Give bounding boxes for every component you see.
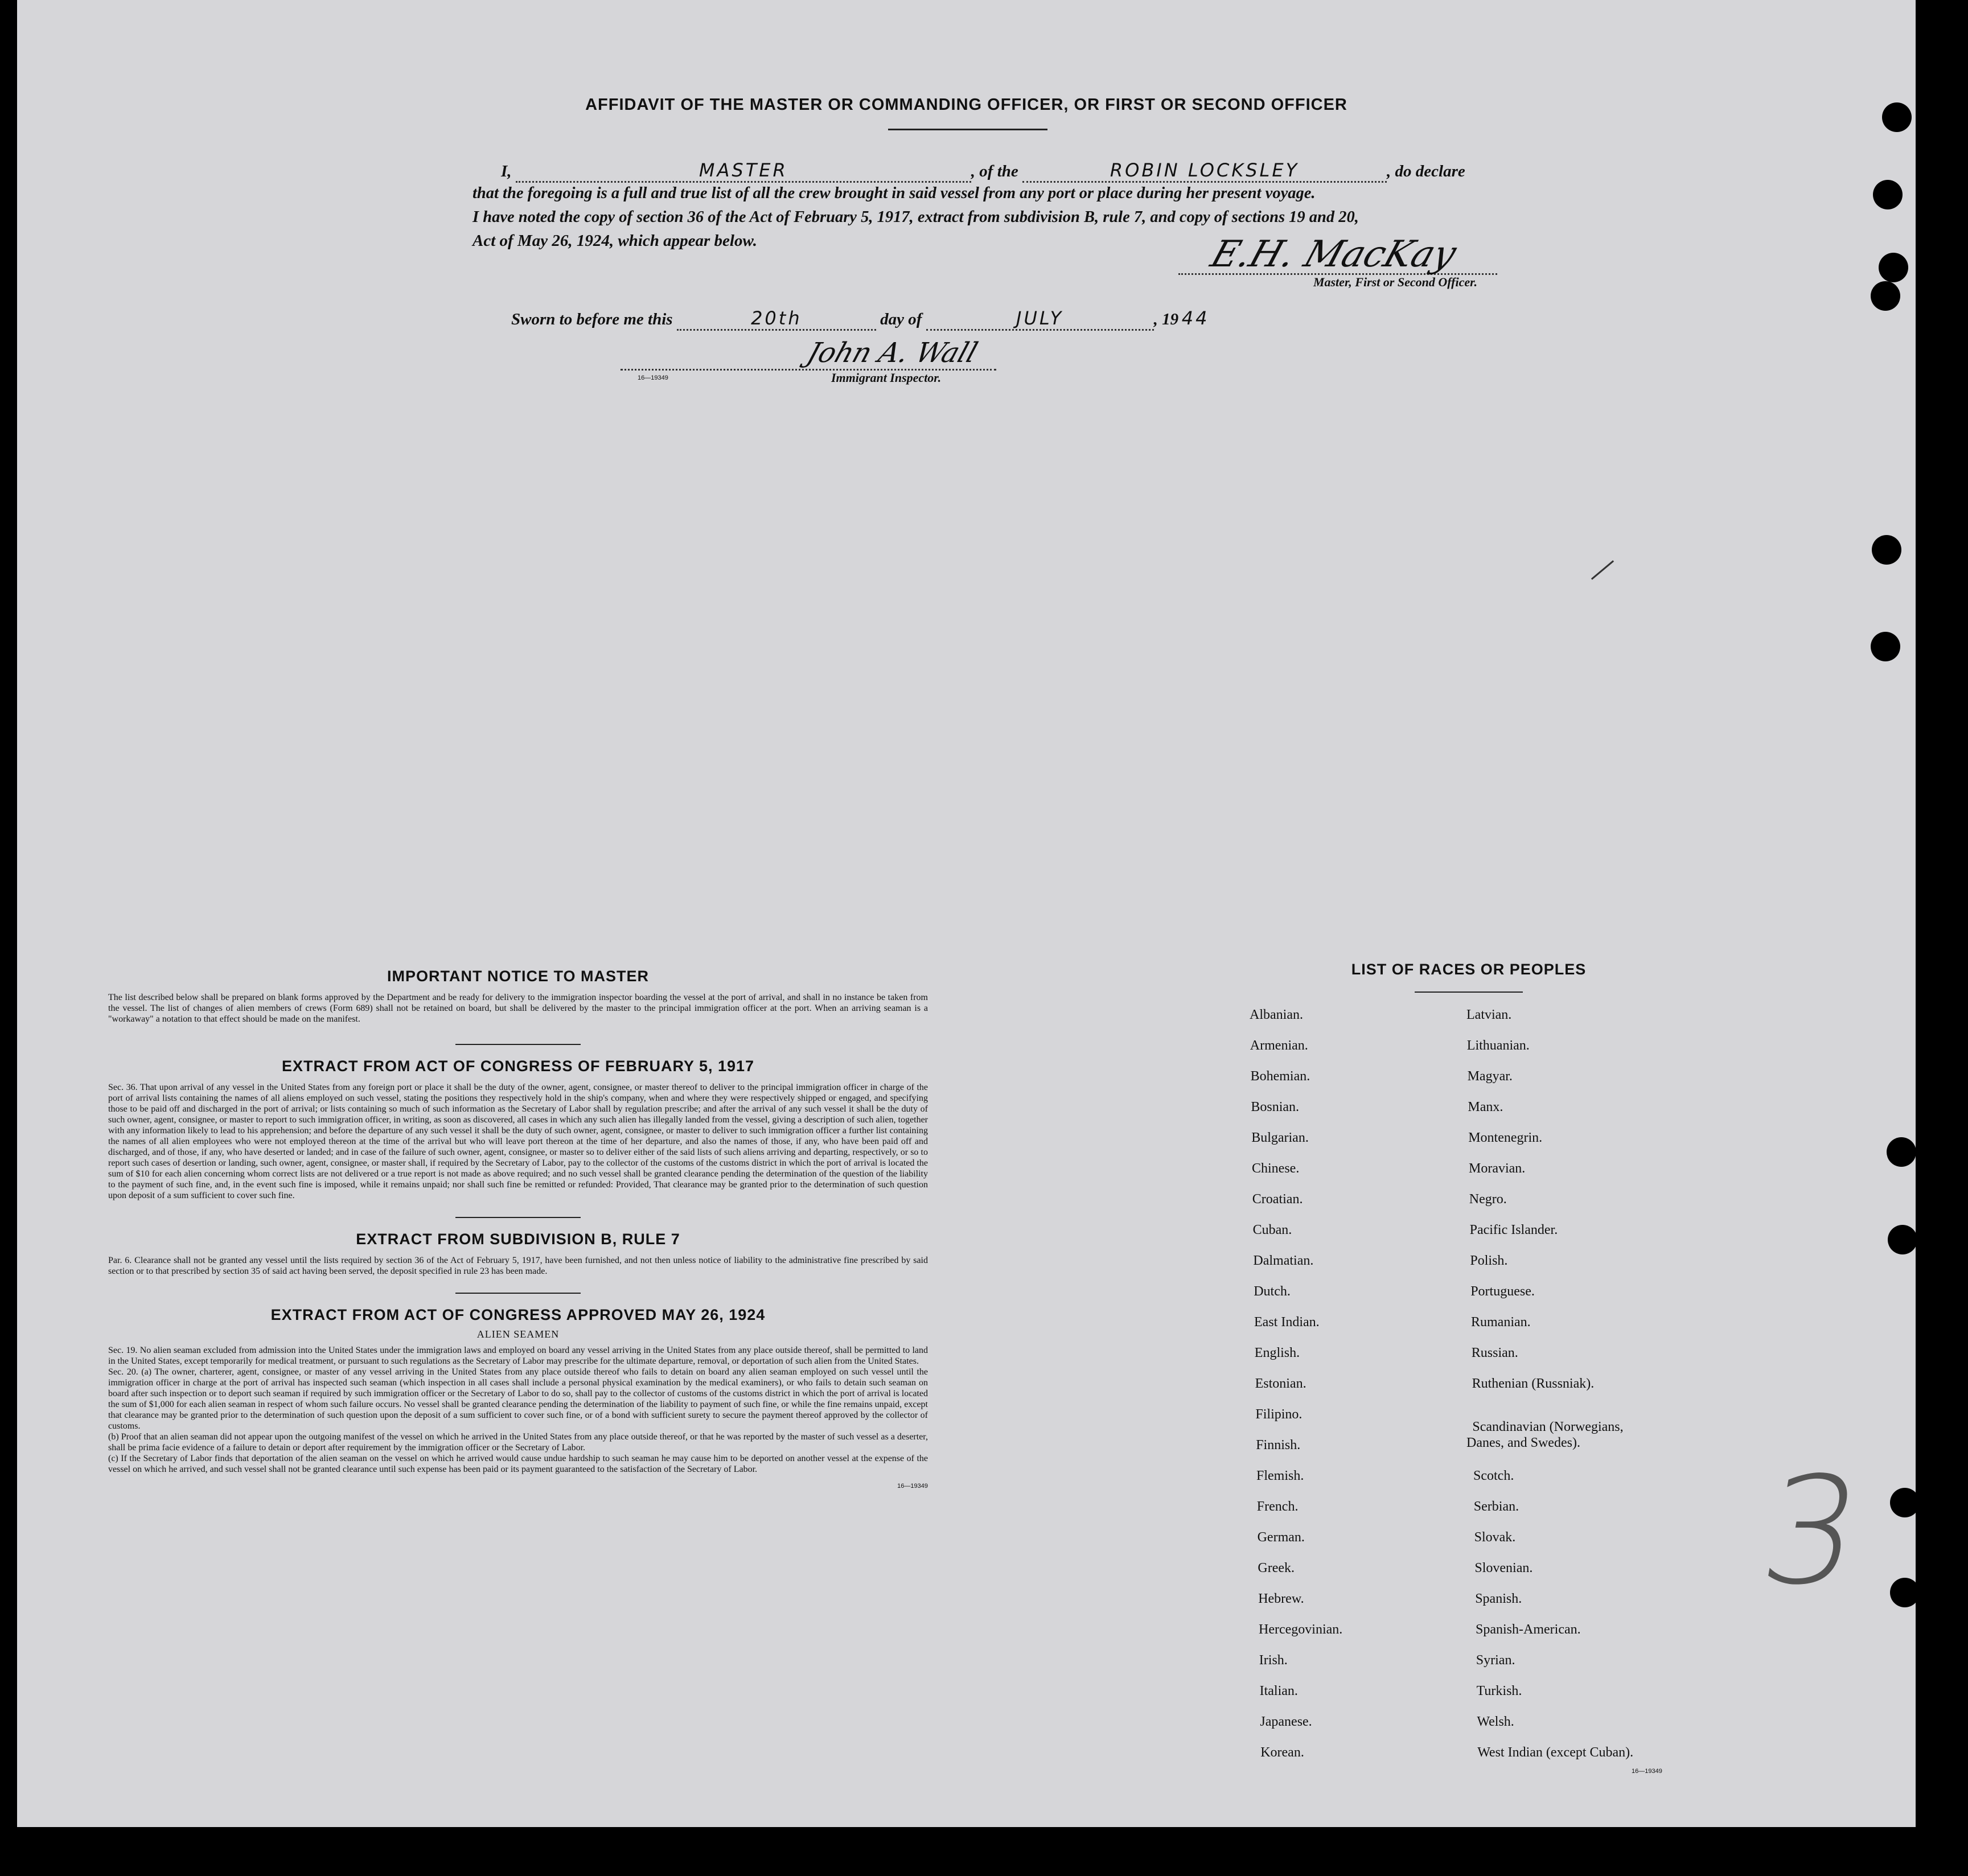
form-number-top: 16—19349 bbox=[638, 375, 668, 381]
sec20a-text: Sec. 20. (a) The owner, charterer, agent, consignee, or master of any vessel arriving in the United States from any place outside thereof who fails to detain on board any alien seaman employed on such vessel until the immigration officer in charge at the port of arrival has inspected such seaman (which inspection in all cases shall include a personal physical examination by the medical examiners), or who fails to detain such seaman on board after such inspection or to deport such seaman if required by such immigration officer or the Secretary of Labor to do so, shall pay to the collector of customs of the customs district in which the port of arrival is located the sum of $1,000 for each alien seaman in respect of whom such failure occurs. No vessel shall be granted clearance pending the determination of the liability to payment of such fine, or while the fine remains unpaid, except that clearance may be granted prior to the determination of such question upon the deposit of a sum sufficient to cover such fine, or of a bond with sufficient surety to secure the payment thereof approved by the collector of customs. bbox=[108, 1367, 928, 1431]
punch-hole bbox=[1887, 1137, 1916, 1167]
affidavit-title: AFFIDAVIT OF THE MASTER OR COMMANDING OFFICER, OR FIRST OR SECOND OFFICER bbox=[585, 96, 1347, 114]
race-item: Russian. bbox=[1471, 1346, 1518, 1360]
notice-title: IMPORTANT NOTICE TO MASTER bbox=[387, 968, 649, 985]
sec20c-text: (c) If the Secretary of Labor finds that deportation of the alien seaman on the vessel on which he arrived would cause undue hardship to such seaman he may cause him to be deported on another vessel at the expense of the vessel on which he arrived, and such vessel shall not be granted clearance until such expense has been paid or its payment guaranteed to the satisfaction of the Secretary of Labor. bbox=[108, 1454, 928, 1474]
race-item: Flemish. bbox=[1256, 1468, 1304, 1483]
race-item: Dalmatian. bbox=[1253, 1253, 1314, 1268]
race-item: Korean. bbox=[1260, 1745, 1304, 1760]
extract-1924-title: EXTRACT FROM ACT OF CONGRESS APPROVED MAY 26, 1924 bbox=[270, 1306, 766, 1323]
inspector-caption: Immigrant Inspector. bbox=[831, 371, 942, 385]
race-item: Albanian. bbox=[1250, 1007, 1303, 1022]
race-item: West Indian (except Cuban). bbox=[1477, 1745, 1634, 1760]
inspector-signature: John A. Wall bbox=[803, 337, 981, 369]
race-item: East Indian. bbox=[1254, 1315, 1320, 1330]
master-signature: E.H. MacKay bbox=[1205, 233, 1462, 275]
race-item: Turkish. bbox=[1476, 1684, 1522, 1698]
extract-rule7-text: Par. 6. Clearance shall not be granted any vessel until the lists required by section 36 of the Act of February 5, 1917, have been furnished, and not then unless notice of liability to the administrative fine prescribed by said section or to that prescribed by section 35 of said act having been served, the deposit specified in rule 23 has been made. bbox=[108, 1256, 928, 1276]
title-divider bbox=[888, 129, 1047, 130]
punch-hole bbox=[1890, 1578, 1920, 1607]
inspector-block bbox=[621, 337, 996, 385]
sworn-label: Sworn to before me this bbox=[511, 310, 673, 328]
races-divider bbox=[1415, 992, 1523, 993]
race-item: Manx. bbox=[1468, 1100, 1503, 1114]
race-item: Bohemian. bbox=[1250, 1069, 1310, 1084]
race-item: Japanese. bbox=[1260, 1714, 1312, 1729]
race-item: Cuban. bbox=[1252, 1223, 1292, 1237]
race-item: Pacific Islander. bbox=[1469, 1223, 1558, 1237]
extract-1917-title: EXTRACT FROM ACT OF CONGRESS OF FEBRUARY 5, 1917 bbox=[281, 1058, 755, 1075]
sworn-month-written: JULY bbox=[1016, 307, 1064, 329]
race-item: French. bbox=[1256, 1499, 1299, 1514]
race-item: Spanish. bbox=[1475, 1591, 1522, 1606]
year-prefix: , 19 bbox=[1153, 310, 1179, 328]
race-item: Danes, and Swedes). bbox=[1466, 1435, 1580, 1450]
race-item: Greek. bbox=[1258, 1561, 1295, 1575]
sworn-month-field bbox=[926, 307, 1154, 331]
race-item: Scandinavian (Norwegians, bbox=[1472, 1419, 1624, 1434]
sec19-text: Sec. 19. No alien seaman excluded from admission into the United States under the immigration laws and employed on board any vessel arriving in the United States from any place outside thereof, shall be permitted to land in the United States, except temporarily for medical treatment, or pursuant to such regulations as the Secretary of Labor may prescribe for the ultimate departure, removal, or deportation of such alien from the United States. bbox=[108, 1346, 928, 1366]
race-item: Estonian. bbox=[1255, 1376, 1306, 1391]
race-item: Hebrew. bbox=[1258, 1591, 1304, 1606]
punch-hole bbox=[1879, 253, 1908, 282]
race-item: Slovenian. bbox=[1474, 1561, 1533, 1575]
section-divider bbox=[455, 1293, 581, 1294]
section-divider bbox=[455, 1217, 581, 1218]
race-item: Hercegovinian. bbox=[1259, 1622, 1343, 1637]
race-item: Lithuanian. bbox=[1466, 1038, 1530, 1053]
notices-column bbox=[108, 968, 928, 1490]
pen-mark bbox=[1591, 560, 1614, 579]
vessel-written: ROBIN LOCKSLEY bbox=[1110, 159, 1300, 181]
affidavit-line-1 bbox=[501, 159, 1465, 183]
extract-1917-text: Sec. 36. That upon arrival of any vessel in the United States from any foreign port or place it shall be the duty of the owner, agent, consignee, or master thereof to deliver to the principal immigration officer in charge of the port of arrival lists containing the names of all aliens employed on such vessel, stating the positions they respectively hold in the ship's company, when and where they were respectively shipped or engaged, and specifying those to be paid off and discharged in the port of arrival; or lists containing so much of such information as the Secretary of Labor shall by regulation prescribe; and after the arrival of any such vessel it shall be the duty of such owner, agent, consignee, or master to report to such immigration officer, in writing, as soon as discovered, all cases in which any such alien has illegally landed from the vessel, giving a description of such alien, together with any information likely to lead to his apprehension; and before the departure of any such vessel it shall be the duty of such owner, agent, consignee, or master to deliver to such immigration officer a further list containing the names of all alien employees who were not employed thereon at the time of the arrival but who will leave port thereon at the time of her departure, and also the names of those, if any, who have been paid off and discharged, and of those, if any, who have deserted or landed; and in case of the failure of such owner, agent, consignee, or master so to deliver either of the said lists of such aliens arriving and departing, respectively, or so to report such cases of desertion or landing, such owner, agent, consignee, or master shall, if required by the Secretary of Labor, pay to the collector of the customs of the customs district in which the port of arrival is located the sum of $10 for each alien concerning whom correct lists are not delivered or a true report is not made as above required; and no such vessel shall be granted clearance pending the determination of the question of the liability to the payment of such fine, and, in the event such fine is imposed, while it remains unpaid; nor shall such fine be remitted or refunded: Provided, That clearance may be granted prior to the determination of such question upon deposit of a sum sufficient to cover such fine. bbox=[108, 1083, 928, 1200]
section-divider bbox=[455, 1044, 581, 1045]
form-number-bottom-left: 16—19349 bbox=[897, 1483, 928, 1490]
race-item: Polish. bbox=[1470, 1253, 1508, 1268]
sworn-line bbox=[511, 307, 1213, 331]
race-item: Portuguese. bbox=[1470, 1284, 1535, 1299]
i-label: I, bbox=[501, 162, 512, 180]
race-item: Syrian. bbox=[1476, 1653, 1515, 1668]
punch-hole bbox=[1890, 1488, 1920, 1517]
form-sheet bbox=[17, 0, 1916, 1827]
race-item: English. bbox=[1254, 1346, 1300, 1360]
punch-hole bbox=[1871, 632, 1900, 661]
race-item: Welsh. bbox=[1477, 1714, 1514, 1729]
race-item: Rumanian. bbox=[1471, 1315, 1531, 1330]
race-item: Chinese. bbox=[1252, 1161, 1300, 1176]
affidavit-line-4: Act of May 26, 1924, which appear below. bbox=[473, 232, 757, 250]
officer-written: MASTER bbox=[699, 159, 788, 181]
margin-mark: 3 bbox=[1749, 1446, 1875, 1618]
race-item: Bosnian. bbox=[1251, 1100, 1300, 1114]
year-written: 44 bbox=[1181, 307, 1210, 329]
sec20b-text: (b) Proof that an alien seaman did not appear upon the outgoing manifest of the vessel on which he arrived in the United States from any place outside thereof, or that he was reported by the master of such vessel as a deserter, shall be prima facie evidence of a failure to detain or deport after requirement by the immigration officer or the Secretary of Labor. bbox=[108, 1432, 928, 1453]
of-the-label: , of the bbox=[971, 162, 1018, 180]
race-item: Finnish. bbox=[1256, 1438, 1301, 1453]
race-item: Moravian. bbox=[1469, 1161, 1526, 1176]
punch-hole bbox=[1873, 180, 1903, 209]
vessel-field bbox=[1022, 159, 1387, 183]
race-item: Slovak. bbox=[1474, 1530, 1516, 1545]
race-item: Scotch. bbox=[1473, 1468, 1514, 1483]
officer-field bbox=[516, 159, 971, 183]
race-item: Latvian. bbox=[1466, 1007, 1512, 1022]
sworn-day-field bbox=[677, 307, 876, 331]
master-signature-block bbox=[1178, 233, 1497, 290]
race-item: Negro. bbox=[1469, 1192, 1507, 1207]
form-number-bottom-right: 16—19349 bbox=[1632, 1768, 1662, 1775]
affidavit-line-3: I have noted the copy of section 36 of the Act of February 5, 1917, extract from subdivision B, rule 7, and copy of sections 19 and 20, bbox=[473, 208, 1359, 226]
notice-text: The list described below shall be prepared on blank forms approved by the Department and be ready for delivery to the immigration inspector boarding the vessel at the port of arrival, and shall in no instance be taken from the vessel. The list of changes of alien members of crews (Form 689) shall not be retained on board, but shall be delivered by the master to the principal immigration officer at the port. When an arriving seaman is a "workaway" a notation to that effect should be made on the manifest. bbox=[108, 993, 928, 1024]
extract-rule7-title: EXTRACT FROM SUBDIVISION B, RULE 7 bbox=[356, 1231, 680, 1248]
race-item: Spanish-American. bbox=[1476, 1622, 1581, 1637]
sworn-day-written: 20th bbox=[751, 307, 802, 329]
punch-hole bbox=[1871, 281, 1900, 311]
punch-hole bbox=[1872, 535, 1901, 565]
race-item: Bulgarian. bbox=[1251, 1130, 1309, 1145]
race-item: Ruthenian (Russniak). bbox=[1472, 1376, 1595, 1391]
race-item: Serbian. bbox=[1473, 1499, 1519, 1514]
race-item: Magyar. bbox=[1467, 1069, 1513, 1084]
race-item: Italian. bbox=[1259, 1684, 1298, 1698]
race-item: Montenegrin. bbox=[1468, 1130, 1543, 1145]
races-title: LIST OF RACES OR PEOPLES bbox=[1351, 961, 1587, 978]
affidavit-line-2: that the foregoing is a full and true list of all the crew brought in said vessel from any port or place during her present voyage. bbox=[473, 184, 1316, 202]
do-declare-label: , do declare bbox=[1387, 162, 1465, 180]
punch-hole bbox=[1888, 1225, 1917, 1254]
extract-1924-subtitle: ALIEN SEAMEN bbox=[476, 1328, 560, 1340]
race-item: Irish. bbox=[1259, 1653, 1288, 1668]
race-item: Armenian. bbox=[1250, 1038, 1308, 1053]
race-item: German. bbox=[1257, 1530, 1305, 1545]
race-item: Filipino. bbox=[1255, 1407, 1303, 1422]
race-item: Dutch. bbox=[1254, 1284, 1291, 1299]
day-of-label: day of bbox=[880, 310, 922, 328]
race-item: Croatian. bbox=[1252, 1192, 1303, 1207]
master-caption: Master, First or Second Officer. bbox=[1313, 275, 1477, 289]
